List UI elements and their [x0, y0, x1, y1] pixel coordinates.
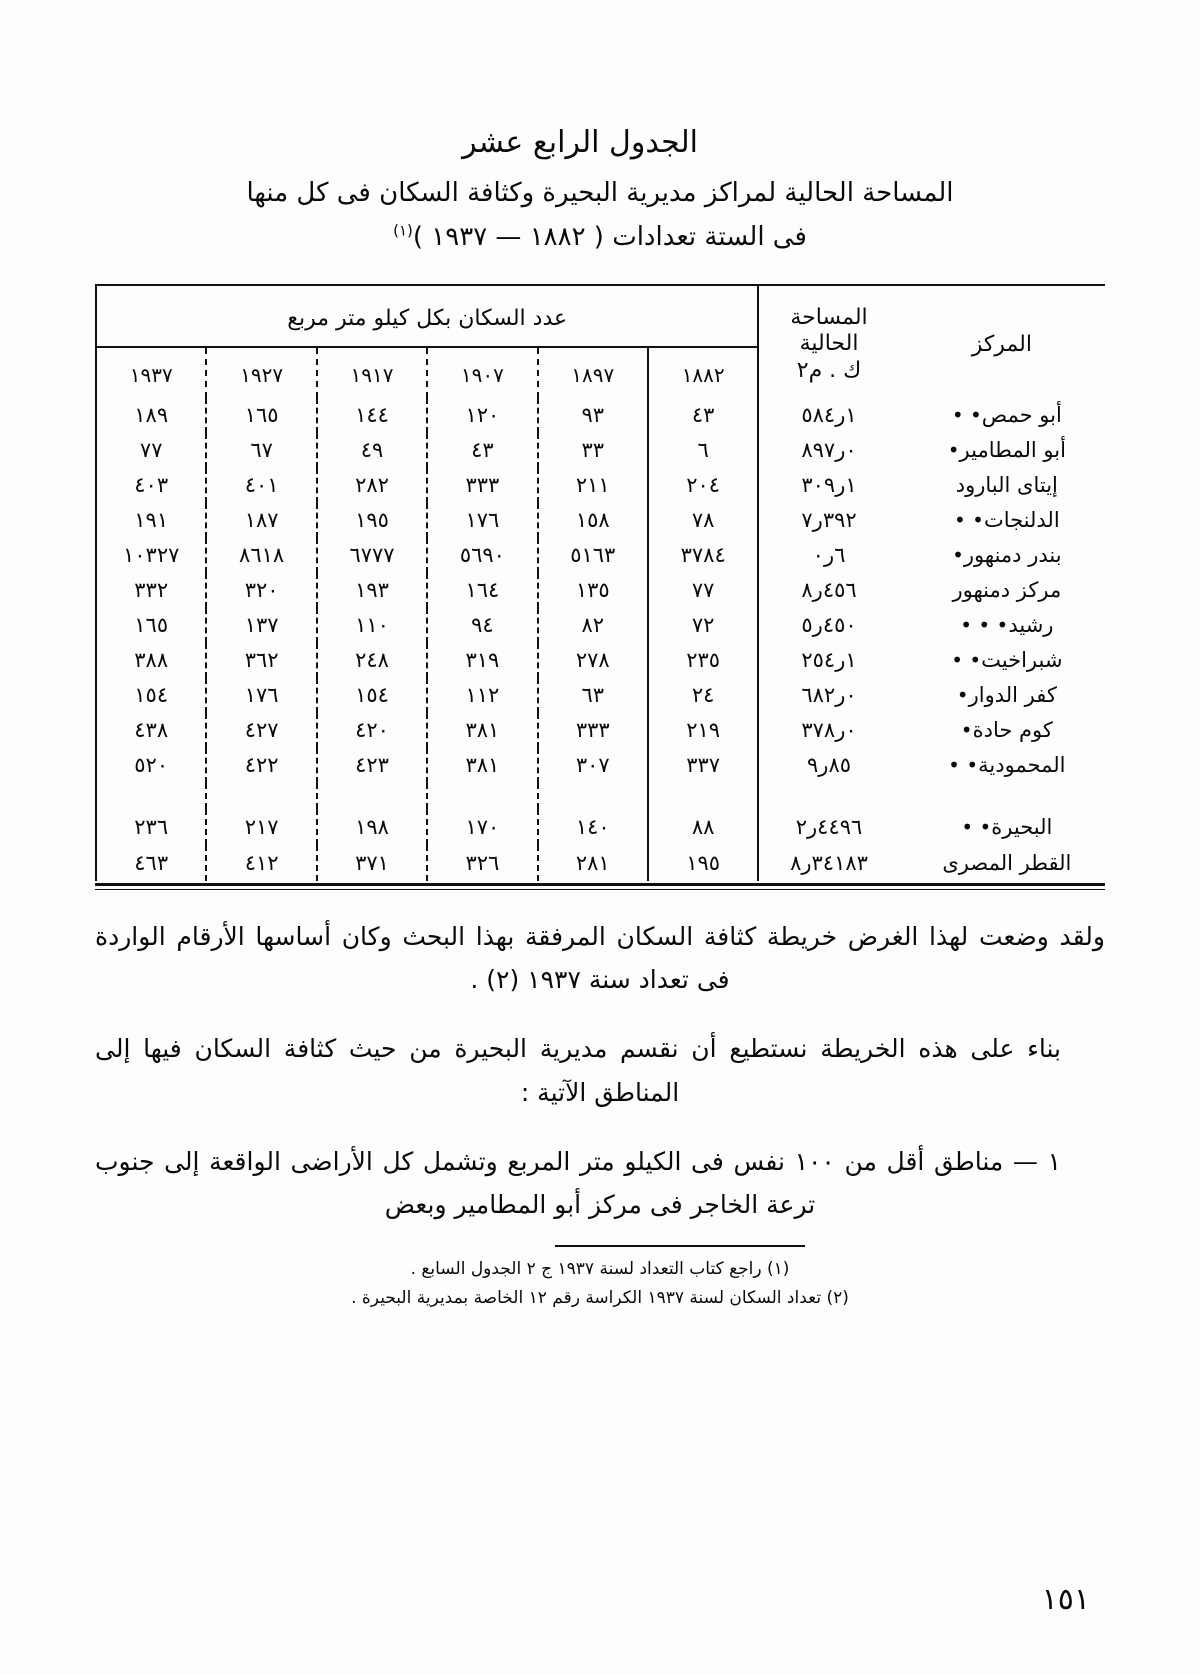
- cell-density-١٨٩٧: ١٥٨: [538, 503, 648, 538]
- table-spacer-row: [96, 783, 1105, 809]
- header-year-1927: ١٩٢٧: [206, 347, 316, 398]
- cell-density-١٩١٧: ٢٤٨: [317, 643, 427, 678]
- header-year-1897: ١٨٩٧: [538, 347, 648, 398]
- footnotes-block: [95, 1255, 1105, 1313]
- table-row: [96, 845, 1105, 881]
- cell-density-١٩٣٧: ٢٣٦: [96, 809, 206, 845]
- leader-dots: • •: [954, 508, 984, 533]
- cell-density-١٩٢٧: ٣٦٢: [206, 643, 316, 678]
- cell-markaz: [899, 643, 1105, 678]
- markaz-label: المحمودية: [978, 753, 1066, 778]
- cell-density-١٩٣٧: ٣٨٨: [96, 643, 206, 678]
- footnote-1: (١) راجع كتاب التعداد لسنة ١٩٣٧ ج ٢ الجدول السابع .: [410, 1259, 790, 1280]
- cell-density-١٩١٧: ١٩٨: [317, 809, 427, 845]
- leader-dots: • • •: [960, 613, 1009, 638]
- cell-markaz: [899, 573, 1105, 608]
- markaz-label: كوم حادة: [972, 718, 1053, 743]
- title-footnote-ref: (١): [393, 221, 413, 240]
- cell-density-١٩١٧: ٣٧١: [317, 845, 427, 881]
- header-year-1917: ١٩١٧: [317, 347, 427, 398]
- cell-markaz: [899, 845, 1105, 881]
- cell-density-١٨٩٧: ١٤٠: [538, 809, 648, 845]
- cell-density-١٨٩٧: ٢١١: [538, 468, 648, 503]
- cell-density-١٨٨٢: ٣٣٧: [648, 748, 758, 783]
- table-header-group-row: [96, 285, 1105, 347]
- spacer-cell: [206, 783, 316, 809]
- cell-density-١٩٠٧: ٣٢٦: [427, 845, 537, 881]
- table-subtitle-line1: المساحة الحالية لمراكز مديرية البحيرة وكثافة السكان فى كل منها: [246, 178, 954, 208]
- cell-markaz: [899, 713, 1105, 748]
- census-table-wrapper: [95, 284, 1105, 890]
- spacer-cell: [538, 783, 648, 809]
- cell-density-١٩١٧: ١٩٥: [317, 503, 427, 538]
- header-area-line1: المساحة: [790, 305, 868, 330]
- header-year-1907: ١٩٠٧: [427, 347, 537, 398]
- cell-density-١٨٩٧: ٢٨١: [538, 845, 648, 881]
- leader-dots: [942, 578, 952, 602]
- cell-density-١٨٨٢: ٦: [648, 433, 758, 468]
- cell-area: ٣٩٢ر٧: [758, 503, 898, 538]
- cell-density-١٩٢٧: ٢١٧: [206, 809, 316, 845]
- spacer-cell: [758, 783, 898, 809]
- cell-area: ٨٥ر٩: [758, 748, 898, 783]
- markaz-label: شبراخيت: [981, 648, 1063, 673]
- cell-density-١٨٩٧: ٦٣: [538, 678, 648, 713]
- cell-density-١٩٢٧: ٣٢٠: [206, 573, 316, 608]
- cell-density-١٨٨٢: ٧٢: [648, 608, 758, 643]
- cell-markaz: [899, 468, 1105, 503]
- cell-markaz: [899, 809, 1105, 845]
- markaz-label: أبو المطامير: [959, 438, 1066, 463]
- leader-dots: • •: [951, 648, 982, 673]
- cell-density-١٨٨٢: ٣٧٨٤: [648, 538, 758, 573]
- table-row: [96, 608, 1105, 643]
- cell-density-١٩٣٧: ٥٢٠: [96, 748, 206, 783]
- footnote-separator: [555, 1245, 805, 1247]
- cell-density-١٩٢٧: ١٧٦: [206, 678, 316, 713]
- cell-density-١٩٢٧: ٨٦١٨: [206, 538, 316, 573]
- paragraph-2: بناء على هذه الخريطة نستطيع أن نقسم مديرية البحيرة من حيث كثافة السكان فيها إلى المناطق الآتية :: [95, 1034, 1061, 1107]
- cell-markaz: [899, 608, 1105, 643]
- cell-density-١٩٠٧: ٥٦٩٠: [427, 538, 537, 573]
- cell-area: ٣٤١٨٣ر٨: [758, 845, 898, 881]
- table-body: [96, 398, 1105, 881]
- cell-density-١٩١٧: ٢٨٢: [317, 468, 427, 503]
- markaz-label: رشيد: [1008, 613, 1054, 638]
- leader-dots: •: [956, 683, 969, 708]
- cell-density-١٨٨٢: ٨٨: [648, 809, 758, 845]
- spacer-cell: [96, 783, 206, 809]
- table-bottom-rule: [95, 883, 1105, 890]
- table-head: [96, 285, 1105, 398]
- leader-dots: •: [947, 438, 960, 463]
- cell-density-١٩٠٧: ١٧٦: [427, 503, 537, 538]
- cell-area: ١ر٥٨٤: [758, 398, 898, 433]
- cell-density-١٨٨٢: ٧٧: [648, 573, 758, 608]
- cell-density-١٩١٧: ٤٢٠: [317, 713, 427, 748]
- cell-area: ٠ر٨٩٧: [758, 433, 898, 468]
- cell-density-١٩٣٧: ١٠٣٢٧: [96, 538, 206, 573]
- cell-area: ١ر٣٠٩: [758, 468, 898, 503]
- cell-density-١٩٣٧: ١٩١: [96, 503, 206, 538]
- cell-area: ٤٥٠ر٥: [758, 608, 898, 643]
- cell-density-١٩٢٧: ٤٠١: [206, 468, 316, 503]
- cell-area: ٠ر٣٧٨: [758, 713, 898, 748]
- cell-density-١٩١٧: ١٥٤: [317, 678, 427, 713]
- cell-density-١٨٩٧: ٣٣: [538, 433, 648, 468]
- table-row: [96, 573, 1105, 608]
- markaz-label: بندر دمنهور: [963, 543, 1062, 568]
- markaz-label: البحيرة: [991, 814, 1053, 839]
- header-year-1937: ١٩٣٧: [96, 347, 206, 398]
- cell-density-١٩٠٧: ١٧٠: [427, 809, 537, 845]
- markaz-label: القطر المصرى: [942, 850, 1072, 875]
- cell-density-١٩٠٧: ٤٣: [427, 433, 537, 468]
- cell-density-١٩١٧: ١٩٣: [317, 573, 427, 608]
- cell-density-١٩٣٧: ٤٣٨: [96, 713, 206, 748]
- cell-density-١٩٣٧: ٤٦٣: [96, 845, 206, 881]
- page-number: ١٥١: [1041, 1582, 1090, 1617]
- table-row: [96, 678, 1105, 713]
- cell-density-١٨٨٢: ٢٣٥: [648, 643, 758, 678]
- cell-markaz: [899, 433, 1105, 468]
- header-year-1882: ١٨٨٢: [648, 347, 758, 398]
- cell-density-١٩٢٧: ٤٢٧: [206, 713, 316, 748]
- cell-markaz: [899, 503, 1105, 538]
- leader-dots: [946, 473, 956, 497]
- table-row: [96, 713, 1105, 748]
- spacer-cell: [317, 783, 427, 809]
- cell-density-١٨٩٧: ٩٣: [538, 398, 648, 433]
- cell-density-١٩٣٧: ٧٧: [96, 433, 206, 468]
- cell-density-١٨٨٢: ٢١٩: [648, 713, 758, 748]
- spacer-cell: [427, 783, 537, 809]
- cell-density-١٩٠٧: ٣٨١: [427, 713, 537, 748]
- cell-density-١٩٣٧: ١٥٤: [96, 678, 206, 713]
- leader-dots: •: [960, 718, 973, 743]
- cell-density-١٩٠٧: ١١٢: [427, 678, 537, 713]
- cell-density-١٩٢٧: ٤١٢: [206, 845, 316, 881]
- table-title: الجدول الرابع عشر: [462, 125, 698, 160]
- cell-density-١٨٩٧: ٢٧٨: [538, 643, 648, 678]
- header-markaz: المركز: [971, 332, 1032, 358]
- cell-density-١٩٠٧: ٣٣٣: [427, 468, 537, 503]
- cell-density-١٩٣٧: ٤٠٣: [96, 468, 206, 503]
- cell-density-١٩١٧: ٦٧٧٧: [317, 538, 427, 573]
- cell-density-١٩١٧: ١٤٤: [317, 398, 427, 433]
- cell-density-١٨٩٧: ٥١٦٣: [538, 538, 648, 573]
- cell-density-١٩٣٧: ٣٣٢: [96, 573, 206, 608]
- cell-area: ٤٤٩٦ر٢: [758, 809, 898, 845]
- cell-density-١٩٠٧: ٩٤: [427, 608, 537, 643]
- cell-density-١٨٩٧: ١٣٥: [538, 573, 648, 608]
- table-row: [96, 748, 1105, 783]
- cell-density-١٩٠٧: ١٢٠: [427, 398, 537, 433]
- cell-density-١٩٢٧: ٤٢٢: [206, 748, 316, 783]
- table-subtitle-line2: [95, 217, 1105, 257]
- table-subtitle-years: فى الستة تعدادات ( ١٨٨٢ — ١٩٣٧ ): [412, 222, 807, 253]
- markaz-label: أبو حمص: [981, 403, 1062, 428]
- header-population-density: عدد السكان بكل كيلو متر مربع: [96, 285, 758, 347]
- leader-dots: •: [952, 543, 964, 568]
- cell-density-١٨٩٧: ٣٣٣: [538, 713, 648, 748]
- census-table: [95, 284, 1105, 881]
- cell-density-١٨٨٢: ٢٤: [648, 678, 758, 713]
- markaz-label: الدلنجات: [983, 508, 1060, 533]
- cell-area: ٤٥٦ر٨: [758, 573, 898, 608]
- cell-markaz: [899, 748, 1105, 783]
- header-area-line2: الحالية: [799, 331, 859, 357]
- leader-dots: • •: [948, 753, 979, 778]
- cell-density-١٩٢٧: ١٣٧: [206, 608, 316, 643]
- paragraph-1: ولقد وضعت لهذا الغرض خريطة كثافة السكان المرفقة بهذا البحث وكان أساسها الأرقام الواردة فى تعداد سنة ١٩٣٧ (٢) .: [95, 921, 1105, 995]
- cell-density-١٩١٧: ٤٩: [317, 433, 427, 468]
- spacer-cell: [899, 783, 1105, 809]
- markaz-label: إيتاى البارود: [955, 473, 1058, 498]
- body-text: [95, 915, 1105, 1228]
- cell-density-١٨٩٧: ٨٢: [538, 608, 648, 643]
- cell-density-١٩٠٧: ٣١٩: [427, 643, 537, 678]
- cell-density-١٩٠٧: ١٦٤: [427, 573, 537, 608]
- table-row: [96, 643, 1105, 678]
- cell-density-١٨٨٢: ٤٣: [648, 398, 758, 433]
- table-row: [96, 503, 1105, 538]
- cell-area: ٠ر٦٨٢: [758, 678, 898, 713]
- cell-area: ٦ر٠: [758, 538, 898, 573]
- cell-density-١٨٨٢: ٧٨: [648, 503, 758, 538]
- cell-density-١٨٩٧: ٣٠٧: [538, 748, 648, 783]
- table-row: [96, 809, 1105, 845]
- table-row: [96, 398, 1105, 433]
- cell-markaz: [899, 678, 1105, 713]
- leader-dots: [932, 851, 942, 875]
- table-row: [96, 468, 1105, 503]
- header-area-line3: ك . م٢: [796, 357, 862, 383]
- cell-markaz: [899, 538, 1105, 573]
- cell-density-١٩٢٧: ١٦٥: [206, 398, 316, 433]
- markaz-label: كفر الدوار: [968, 683, 1057, 708]
- leader-dots: • •: [961, 814, 992, 839]
- cell-density-١٩٢٧: ١٨٧: [206, 503, 316, 538]
- spacer-cell: [648, 783, 758, 809]
- cell-density-١٨٨٢: ٢٠٤: [648, 468, 758, 503]
- cell-density-١٩٣٧: ١٦٥: [96, 608, 206, 643]
- leader-dots: • •: [951, 403, 982, 428]
- cell-markaz: [899, 398, 1105, 433]
- title-block: [95, 120, 1105, 258]
- cell-area: ١ر٢٥٤: [758, 643, 898, 678]
- cell-density-١٩١٧: ١١٠: [317, 608, 427, 643]
- cell-density-١٨٨٢: ١٩٥: [648, 845, 758, 881]
- cell-density-١٩٠٧: ٣٨١: [427, 748, 537, 783]
- paragraph-3: ١ — مناطق أقل من ١٠٠ نفس فى الكيلو متر المربع وتشمل كل الأراضى الواقعة إلى جنوب ترعة الخاجر فى مركز أبو المطامير وبعض: [95, 1146, 1061, 1220]
- table-row: [96, 433, 1105, 468]
- markaz-label: مركز دمنهور: [952, 578, 1062, 603]
- header-area: [758, 285, 898, 398]
- table-row: [96, 538, 1105, 573]
- footnote-2: (٢) تعداد السكان لسنة ١٩٣٧ الكراسة رقم ١٢ الخاصة بمديرية البحيرة .: [351, 1287, 849, 1308]
- cell-density-١٩٢٧: ٦٧: [206, 433, 316, 468]
- cell-density-١٩٣٧: ١٨٩: [96, 398, 206, 433]
- cell-density-١٩١٧: ٤٢٣: [317, 748, 427, 783]
